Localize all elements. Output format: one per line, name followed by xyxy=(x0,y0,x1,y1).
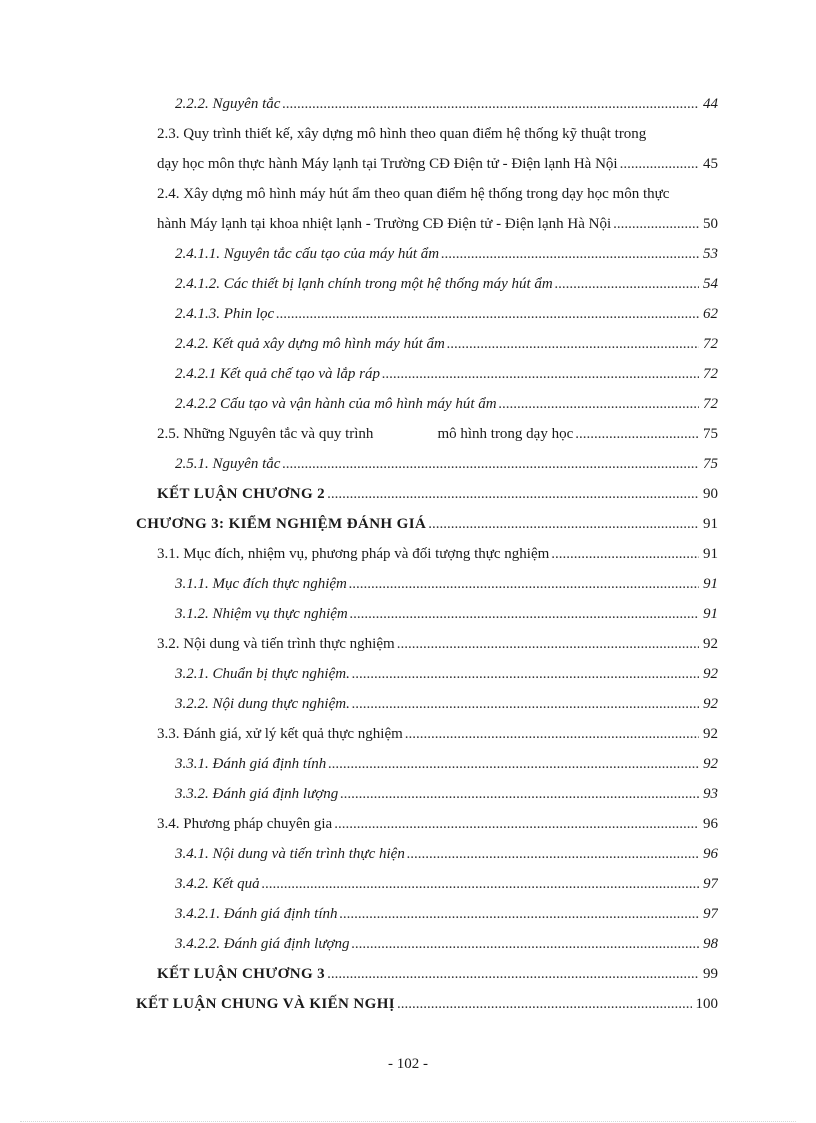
toc-entry-page: 91 xyxy=(703,606,718,622)
toc-entry-page: 91 xyxy=(703,546,718,562)
toc-entry-label: 3.3.2. Đánh giá định lượng xyxy=(175,786,339,802)
toc-entry-page: 75 xyxy=(703,426,718,442)
leader-dots xyxy=(327,482,699,506)
toc-entry-page: 44 xyxy=(703,96,718,112)
leader-dots xyxy=(575,422,699,446)
toc-entry xyxy=(0,992,816,1016)
toc-entry xyxy=(0,452,816,476)
toc-entry-page: 92 xyxy=(703,696,718,712)
leader-dots xyxy=(352,932,699,956)
toc-entry-label: 3.4. Phương pháp chuyên gia xyxy=(157,816,333,832)
leader-dots xyxy=(397,632,699,656)
toc-entry-page: 91 xyxy=(703,576,718,592)
toc-entry-page: 45 xyxy=(703,156,718,172)
toc-entry-label-line2: hành Máy lạnh tại khoa nhiệt lạnh - Trường CĐ Điện tử - Điện lạnh Hà Nội xyxy=(157,216,612,232)
toc-entry-page: 72 xyxy=(703,366,718,382)
leader-dots xyxy=(282,452,699,476)
toc-entry xyxy=(0,272,816,296)
toc-entry-page: 53 xyxy=(703,246,718,262)
toc-entry xyxy=(0,632,816,656)
leader-dots xyxy=(428,512,699,536)
toc-entry-label: 3.4.2. Kết quả xyxy=(175,876,260,892)
toc-entry xyxy=(0,92,816,116)
leader-dots xyxy=(620,152,699,176)
toc-entry xyxy=(0,962,816,986)
leader-dots xyxy=(555,272,699,296)
toc-entry-label: 3.2.1. Chuẩn bị thực nghiệm. xyxy=(175,666,350,682)
toc-entry-label: 2.4.2.2 Cấu tạo và vận hành của mô hình máy hút ẩm xyxy=(175,396,497,412)
bottom-divider xyxy=(20,1121,796,1122)
toc-entry xyxy=(0,302,816,326)
toc-entry-label-line1: 2.4. Xây dựng mô hình máy hút ẩm theo quan điểm hệ thống trong dạy học môn thực xyxy=(157,186,670,202)
toc-entry-label: 3.2.2. Nội dung thực nghiệm. xyxy=(175,696,350,712)
toc-entry-page: 98 xyxy=(703,936,718,952)
leader-dots xyxy=(340,782,699,806)
toc-entry xyxy=(0,662,816,686)
leader-dots xyxy=(282,92,699,116)
leader-dots xyxy=(262,872,699,896)
toc-entry-page: 100 xyxy=(695,996,718,1012)
toc-entry xyxy=(0,122,816,146)
toc-entry-label: 3.4.1. Nội dung và tiến trình thực hiện xyxy=(175,846,405,862)
toc-entry-label: 3.1.1. Mục đích thực nghiệm xyxy=(175,576,347,592)
leader-dots xyxy=(551,542,699,566)
toc-entry xyxy=(0,422,816,446)
leader-dots xyxy=(441,242,699,266)
toc-entry-label: 2.5. Những Nguyên tắc và quy trình xyxy=(157,426,374,442)
toc-entry xyxy=(0,902,816,926)
toc-entry-page: 91 xyxy=(703,516,718,532)
toc-entry-page: 75 xyxy=(703,456,718,472)
toc-entry-label: KẾT LUẬN CHƯƠNG 2 xyxy=(157,486,326,502)
leader-dots xyxy=(328,752,699,776)
leader-dots xyxy=(349,572,699,596)
leader-dots xyxy=(352,692,699,716)
toc-entry-label: 3.3.1. Đánh giá định tính xyxy=(175,756,327,772)
toc-entry-page: 92 xyxy=(703,726,718,742)
toc-entry-label: 2.4.2.1 Kết quả chế tạo và lắp ráp xyxy=(175,366,380,382)
leader-dots xyxy=(397,992,691,1016)
toc-entry-page: 92 xyxy=(703,636,718,652)
toc-entry xyxy=(0,332,816,356)
toc-entry xyxy=(0,872,816,896)
toc-entry-label: 2.4.1.1. Nguyên tắc cấu tạo của máy hút ẩm xyxy=(175,246,440,262)
toc-entry-label: 3.1.2. Nhiệm vụ thực nghiệm xyxy=(175,606,348,622)
leader-dots xyxy=(276,302,699,326)
toc-entry-label: 3.3. Đánh giá, xử lý kết quả thực nghiệm xyxy=(157,726,403,742)
toc-entry xyxy=(0,782,816,806)
toc-entry xyxy=(0,482,816,506)
toc-entry xyxy=(0,152,816,176)
toc-entry-label: 2.2.2. Nguyên tắc xyxy=(175,96,281,112)
toc-entry-label: 3.2. Nội dung và tiến trình thực nghiệm xyxy=(157,636,395,652)
toc-entry-label: 2.4.2. Kết quả xây dựng mô hình máy hút ẩm xyxy=(175,336,445,352)
toc-entry-page: 50 xyxy=(703,216,718,232)
leader-dots xyxy=(350,602,699,626)
leader-dots xyxy=(613,212,699,236)
toc-entry xyxy=(0,182,816,206)
leader-dots xyxy=(382,362,699,386)
leader-dots xyxy=(334,812,699,836)
leader-dots xyxy=(499,392,699,416)
toc-entry-label: 3.4.2.1. Đánh giá định tính xyxy=(175,906,338,922)
toc-entry-label: CHƯƠNG 3: KIỂM NGHIỆM ĐÁNH GIÁ xyxy=(136,516,427,532)
toc-entry-page: 54 xyxy=(703,276,718,292)
toc-entry-label-line2: dạy học môn thực hành Máy lạnh tại Trường CĐ Điện tử - Điện lạnh Hà Nội xyxy=(157,156,618,172)
toc-entry-label: 3.4.2.2. Đánh giá định lượng xyxy=(175,936,350,952)
toc-entry xyxy=(0,842,816,866)
toc-entry-label-line1: 2.3. Quy trình thiết kế, xây dựng mô hình theo quan điểm hệ thống kỹ thuật trong xyxy=(157,126,647,142)
toc-entry xyxy=(0,812,816,836)
toc-entry-page: 72 xyxy=(703,336,718,352)
toc-entry-label: KẾT LUẬN CHUNG VÀ KIẾN NGHỊ xyxy=(136,996,396,1012)
toc-entry-page: 96 xyxy=(703,846,718,862)
leader-dots xyxy=(327,962,699,986)
toc-entry-label: 2.5.1. Nguyên tắc xyxy=(175,456,281,472)
toc-entry-page: 97 xyxy=(703,906,718,922)
toc-entry-page: 97 xyxy=(703,876,718,892)
toc-entry-page: 99 xyxy=(703,966,718,982)
toc-entry xyxy=(0,542,816,566)
leader-dots xyxy=(407,842,699,866)
toc-entry xyxy=(0,752,816,776)
toc-entry xyxy=(0,572,816,596)
leader-dots xyxy=(352,662,699,686)
toc-entry-page: 92 xyxy=(703,666,718,682)
toc-entry-page: 96 xyxy=(703,816,718,832)
toc-entry-page: 72 xyxy=(703,396,718,412)
toc-entry-label: 3.1. Mục đích, nhiệm vụ, phương pháp và đối tượng thực nghiệm xyxy=(157,546,550,562)
page-number: - 102 - xyxy=(388,1056,428,1072)
toc-entry xyxy=(0,512,816,536)
leader-dots xyxy=(447,332,699,356)
toc-entry-label-continued: mô hình trong dạy học xyxy=(437,426,574,442)
leader-dots xyxy=(340,902,699,926)
toc-entry-page: 90 xyxy=(703,486,718,502)
toc-entry xyxy=(0,692,816,716)
toc-entry xyxy=(0,242,816,266)
toc-entry xyxy=(0,392,816,416)
toc-entry-page: 62 xyxy=(703,306,718,322)
toc-entry xyxy=(0,602,816,626)
toc-entry-page: 92 xyxy=(703,756,718,772)
leader-dots xyxy=(405,722,699,746)
toc-entry xyxy=(0,212,816,236)
toc-entry xyxy=(0,362,816,386)
toc-entry-label: KẾT LUẬN CHƯƠNG 3 xyxy=(157,966,326,982)
toc-entry xyxy=(0,722,816,746)
toc-entry-label: 2.4.1.3. Phin lọc xyxy=(175,306,275,322)
toc-entry-label: 2.4.1.2. Các thiết bị lạnh chính trong một hệ thống máy hút ẩm xyxy=(175,276,553,292)
toc-entry xyxy=(0,932,816,956)
toc-entry-page: 93 xyxy=(703,786,718,802)
